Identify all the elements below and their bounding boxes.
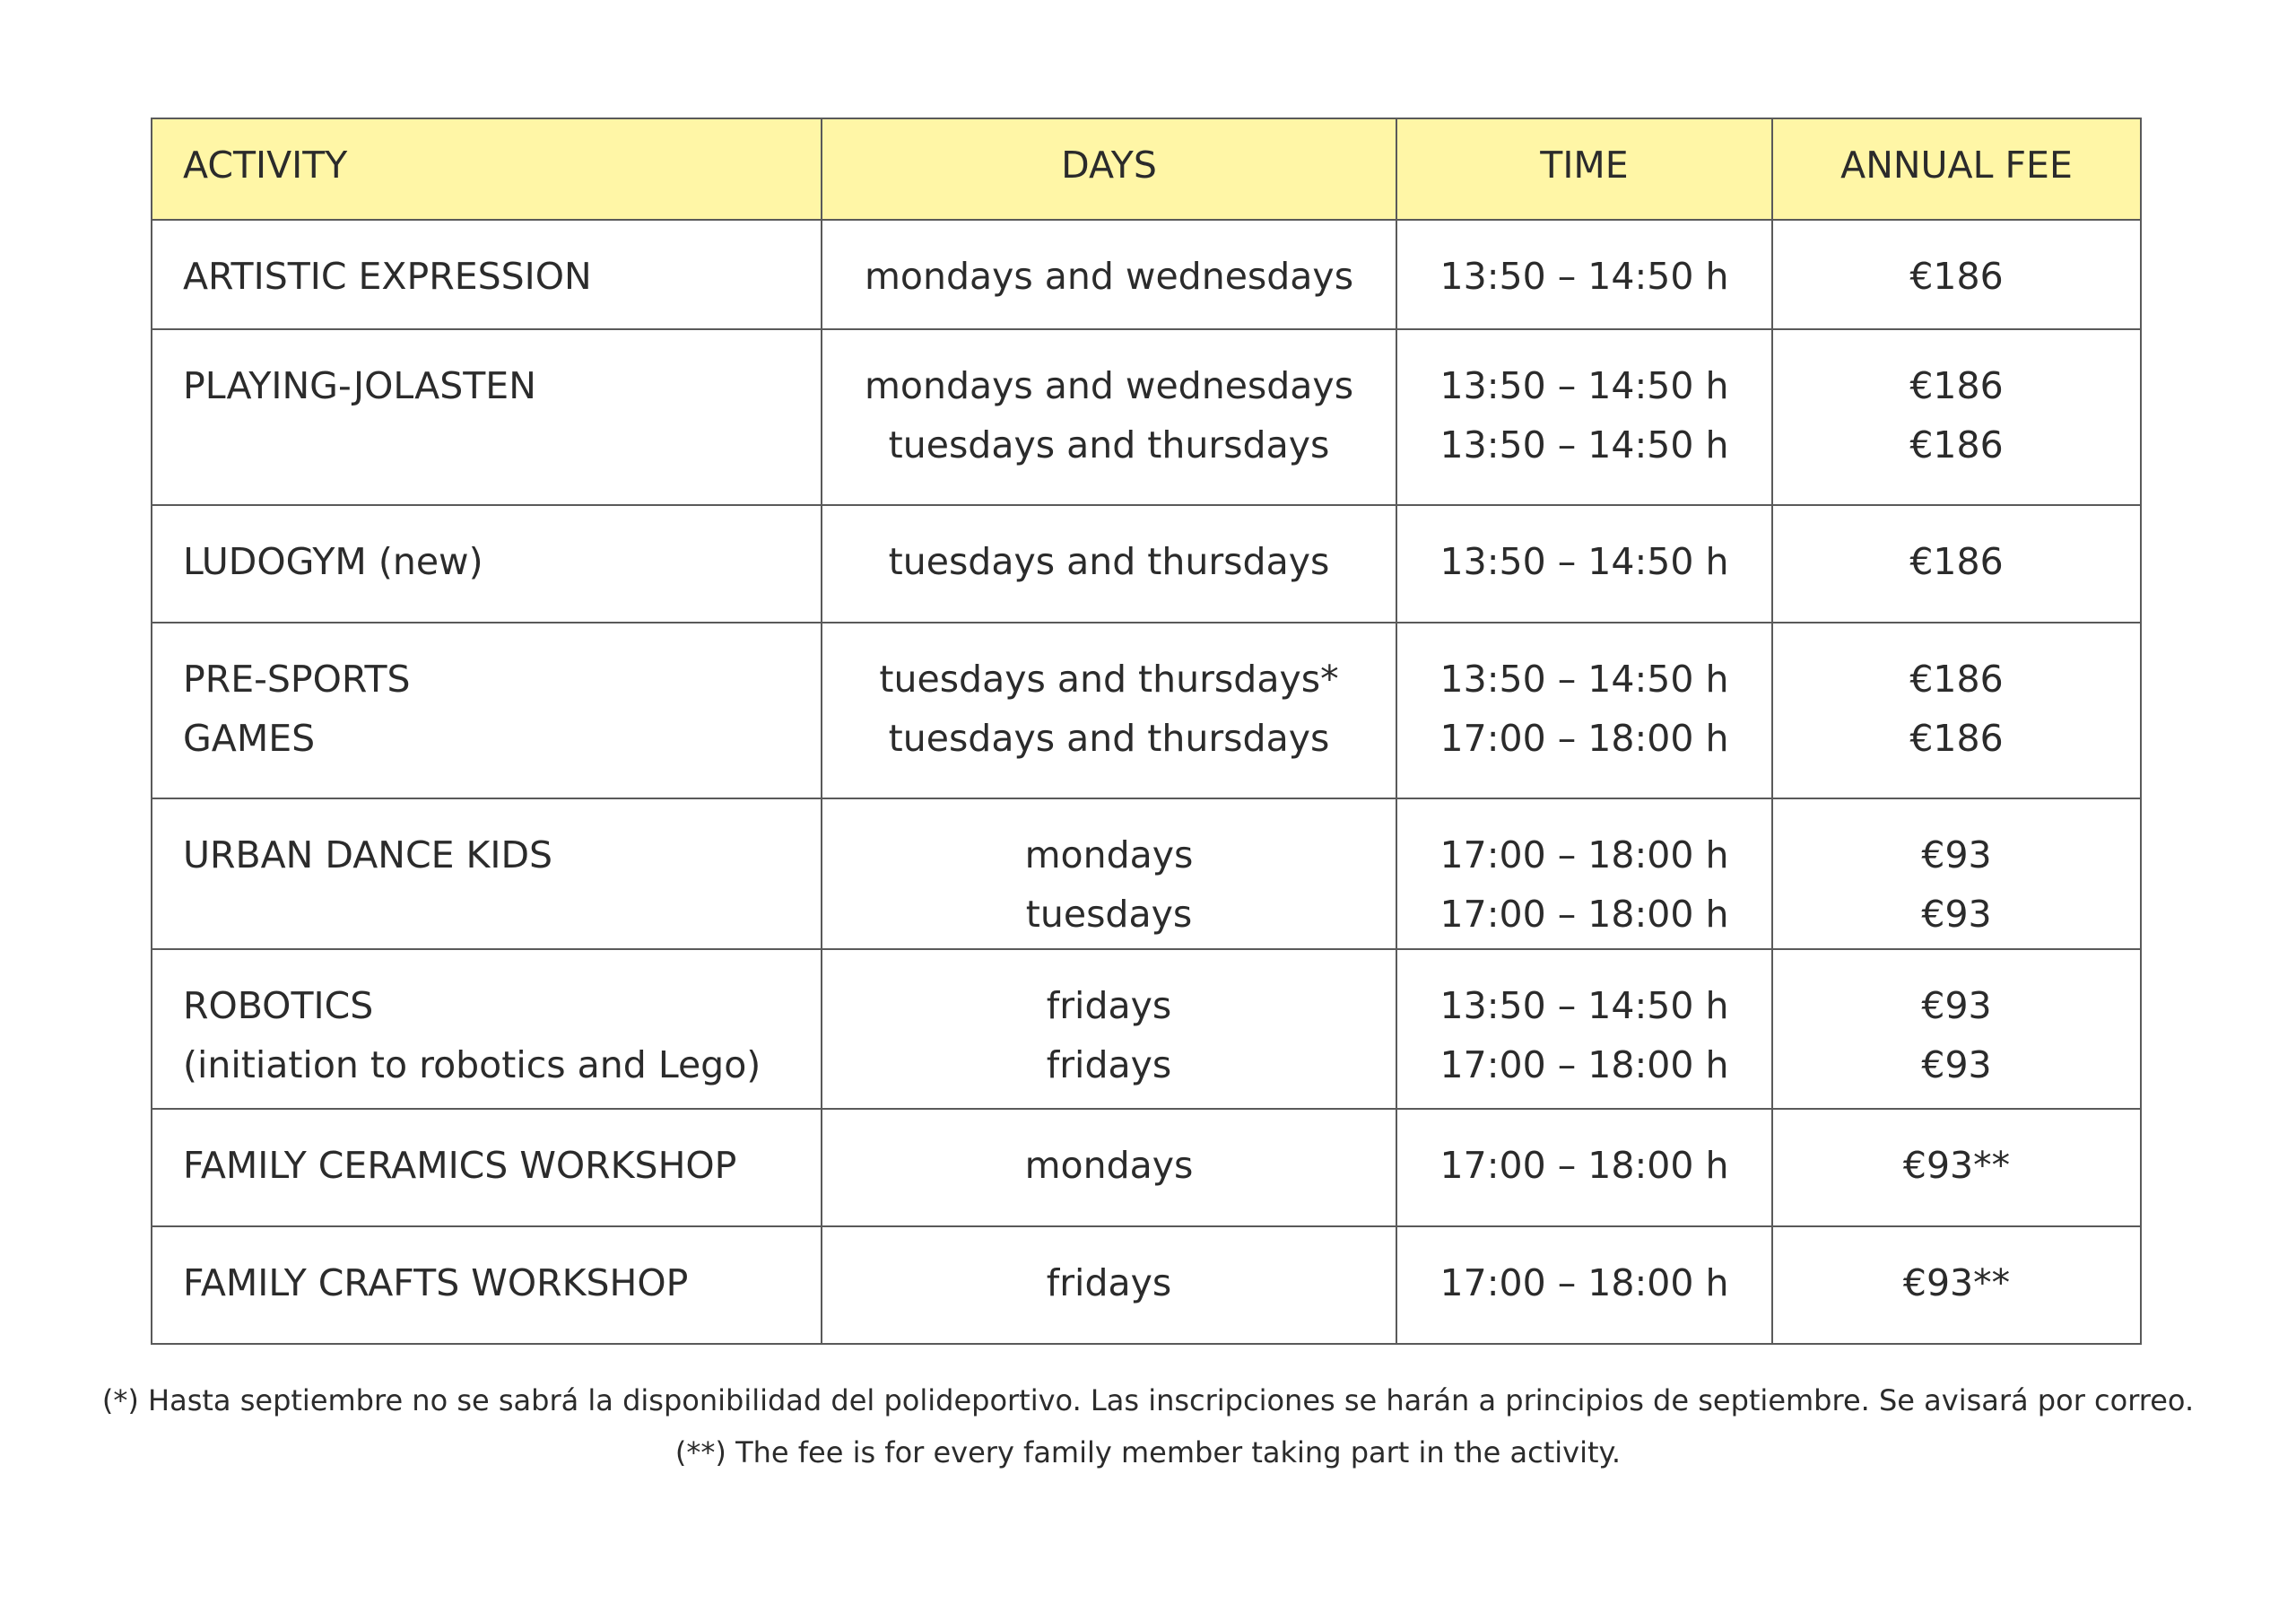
time-cell (1396, 1109, 1772, 1226)
activity-cell (152, 949, 822, 1109)
activity-cell (152, 798, 822, 949)
days-value: tuesdays (1025, 893, 1193, 936)
activity-name: PRE-SPORTS (183, 658, 411, 701)
time-value: 17:00 – 18:00 h (1439, 1043, 1729, 1086)
time-cell (1396, 949, 1772, 1109)
fee-value: €186 (1909, 540, 2004, 583)
activity-cell (152, 623, 822, 798)
time-value: 17:00 – 18:00 h (1439, 833, 1729, 876)
table-row (152, 1109, 2141, 1226)
days-cell (822, 623, 1396, 798)
fee-value: €93 (1921, 984, 1992, 1027)
time-value: 13:50 – 14:50 h (1439, 364, 1729, 407)
fee-value: €93 (1921, 833, 1992, 876)
time-value: 13:50 – 14:50 h (1439, 658, 1729, 701)
activity-name: PLAYING-JOLASTEN (183, 364, 536, 407)
activity-name: FAMILY CERAMICS WORKSHOP (183, 1144, 737, 1187)
days-value: mondays (1024, 833, 1194, 876)
fee-cell (1772, 1109, 2141, 1226)
days-cell (822, 220, 1396, 329)
activity-cell (152, 220, 822, 329)
time-value: 13:50 – 14:50 h (1439, 984, 1729, 1027)
time-value: 17:00 – 18:00 h (1439, 717, 1729, 760)
days-value: fridays (1046, 984, 1172, 1027)
footnote-family-fee: (**) The fee is for every family member taking part in the activity. (674, 1435, 1622, 1469)
time-value: 17:00 – 18:00 h (1439, 893, 1729, 936)
time-value: 13:50 – 14:50 h (1439, 540, 1729, 583)
fee-cell (1772, 949, 2141, 1109)
days-value: fridays (1046, 1261, 1172, 1304)
header-days: DAYS (822, 118, 1396, 220)
fee-value: €186 (1909, 658, 2004, 701)
table-row (152, 220, 2141, 329)
header-activity: ACTIVITY (152, 118, 822, 220)
activity-name: FAMILY CRAFTS WORKSHOP (183, 1261, 689, 1304)
time-cell (1396, 623, 1772, 798)
time-cell (1396, 220, 1772, 329)
fee-value: €186 (1909, 255, 2004, 298)
header-time: TIME (1396, 118, 1772, 220)
days-value: tuesdays and thursdays* (879, 658, 1339, 701)
activity-name: GAMES (183, 717, 316, 760)
fee-value: €186 (1909, 717, 2004, 760)
days-cell (822, 329, 1396, 505)
footnote-availability: (*) Hasta septiembre no se sabrá la disponibilidad del polideportivo. Las inscripciones se harán a principios de septiembre. Se avisará por correo. (101, 1383, 2195, 1417)
time-value: 13:50 – 14:50 h (1439, 255, 1729, 298)
days-cell (822, 505, 1396, 623)
table-row (152, 949, 2141, 1109)
days-value: mondays (1024, 1144, 1194, 1187)
days-value: fridays (1046, 1043, 1172, 1086)
time-cell (1396, 505, 1772, 623)
table-body (152, 220, 2141, 1344)
days-cell (822, 1109, 1396, 1226)
activity-cell (152, 1109, 822, 1226)
time-value: 17:00 – 18:00 h (1439, 1144, 1729, 1187)
days-value: tuesdays and thursdays (888, 717, 1330, 760)
fee-value: €186 (1909, 423, 2004, 466)
activities-table (151, 118, 2142, 1345)
header-row (152, 118, 2141, 220)
table-header (152, 118, 2141, 220)
header-annual-fee: ANNUAL FEE (1772, 118, 2141, 220)
table-row (152, 798, 2141, 949)
activity-name: ROBOTICS (183, 984, 374, 1027)
time-cell (1396, 798, 1772, 949)
fee-cell (1772, 329, 2141, 505)
fee-cell (1772, 1226, 2141, 1344)
fee-value: €93 (1921, 1043, 1992, 1086)
table-row (152, 505, 2141, 623)
time-value: 13:50 – 14:50 h (1439, 423, 1729, 466)
fee-cell (1772, 220, 2141, 329)
days-cell (822, 798, 1396, 949)
time-cell (1396, 1226, 1772, 1344)
fee-value: €93** (1902, 1261, 2011, 1304)
activity-name: LUDOGYM (new) (183, 540, 483, 583)
activity-name: ARTISTIC EXPRESSION (183, 255, 592, 298)
activity-cell (152, 1226, 822, 1344)
activity-name: URBAN DANCE KIDS (183, 833, 553, 876)
days-value: mondays and wednesdays (864, 364, 1354, 407)
table-row (152, 1226, 2141, 1344)
table-row (152, 623, 2141, 798)
activity-cell (152, 329, 822, 505)
activity-cell (152, 505, 822, 623)
time-value: 17:00 – 18:00 h (1439, 1261, 1729, 1304)
fee-value: €186 (1909, 364, 2004, 407)
days-value: tuesdays and thursdays (888, 540, 1330, 583)
fee-cell (1772, 505, 2141, 623)
time-cell (1396, 329, 1772, 505)
table-row (152, 329, 2141, 505)
days-cell (822, 1226, 1396, 1344)
fee-value: €93** (1902, 1144, 2011, 1187)
days-value: tuesdays and thursdays (888, 423, 1330, 466)
fee-value: €93 (1921, 893, 1992, 936)
fee-cell (1772, 623, 2141, 798)
days-cell (822, 949, 1396, 1109)
days-value: mondays and wednesdays (864, 255, 1354, 298)
fee-cell (1772, 798, 2141, 949)
activity-name: (initiation to robotics and Lego) (183, 1043, 761, 1086)
footnotes (0, 1374, 2296, 1478)
